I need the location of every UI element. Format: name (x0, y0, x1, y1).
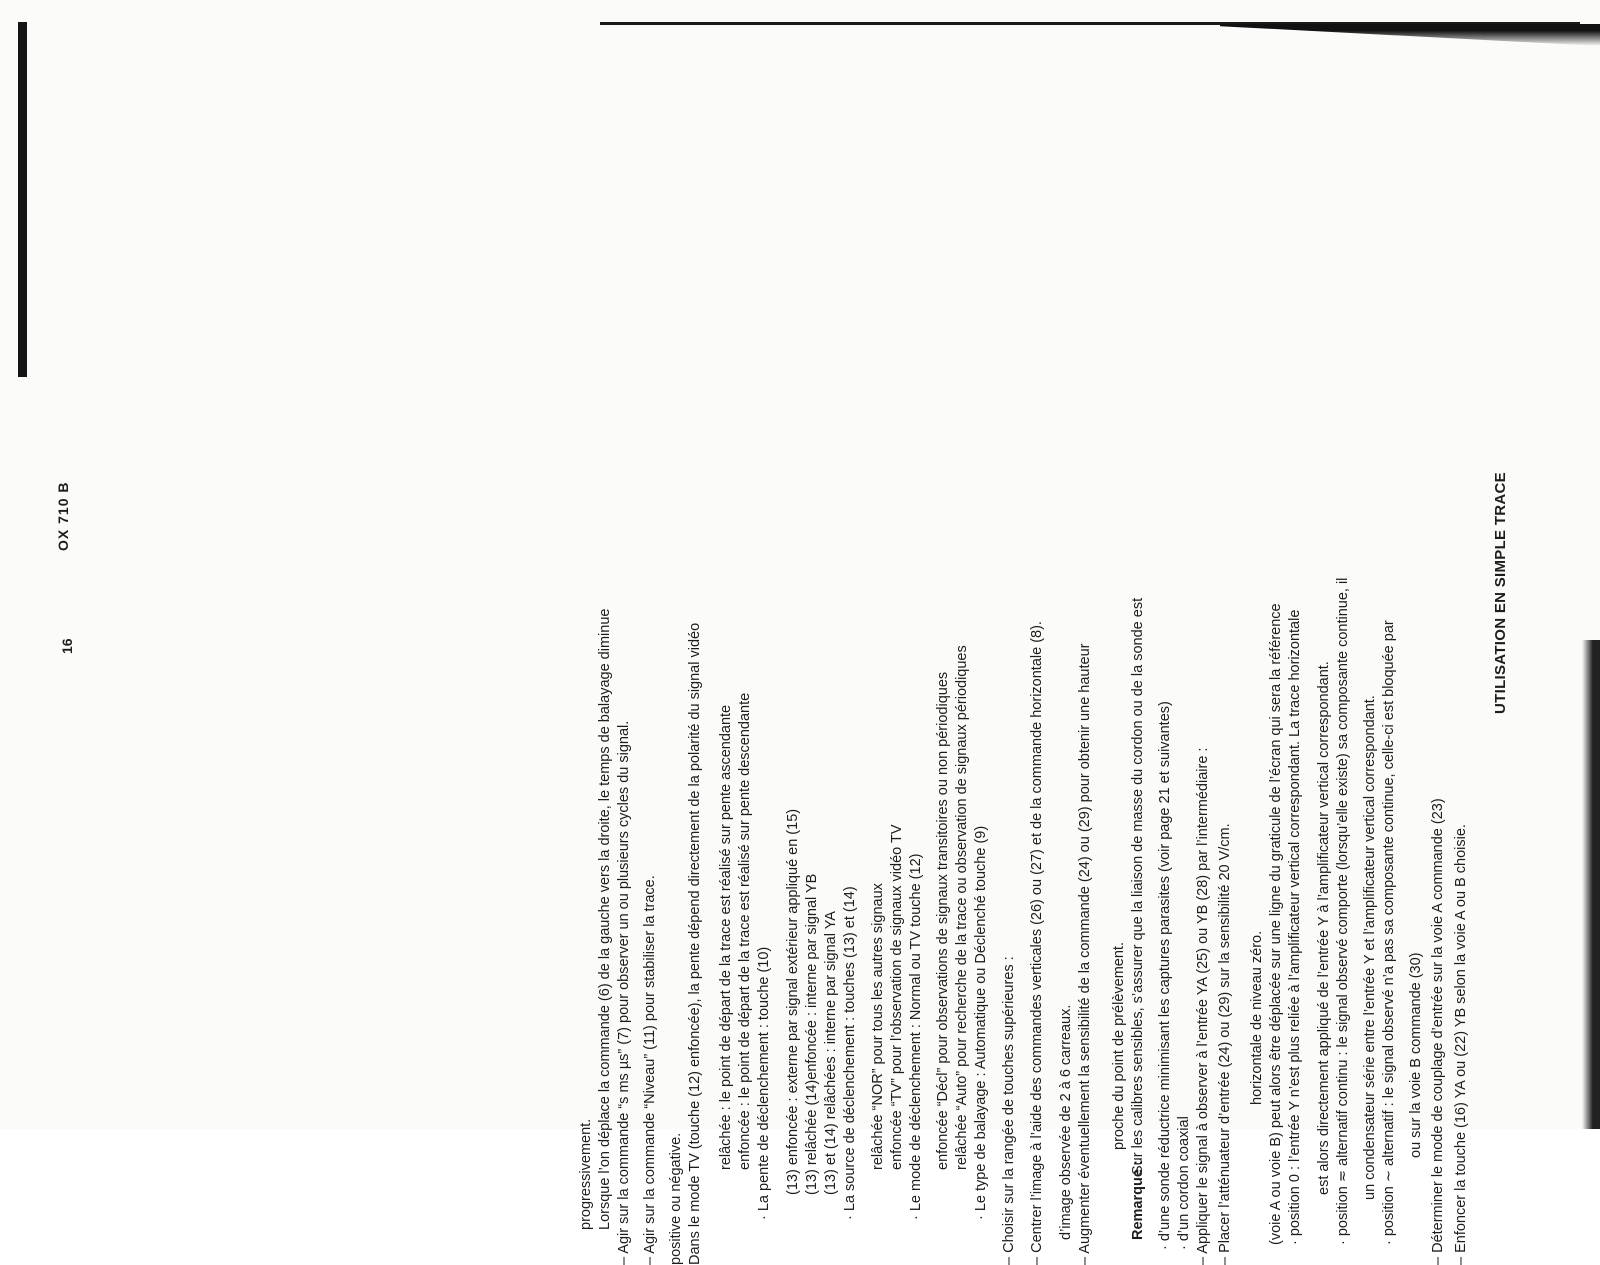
text-line: · Le type de balayage : Automatique ou Déclenché touche (9) (973, 825, 989, 1220)
text-line: (voie A ou voie B) peut alors être déplacée sur une ligne du graticule de l’écran qui sera la référence (1268, 603, 1284, 1245)
text-line: relâchée : le point de départ de la trace est réalisé sur pente ascendante (718, 704, 734, 1170)
text-line: relâchée “NOR” pour tous les autres signaux (870, 883, 886, 1170)
text-line: proche du point de prélèvement. (1111, 942, 1127, 1150)
text-line: horizontale de niveau zéro. (1249, 930, 1265, 1105)
text-line: Lorsque l’on déplace la commande (6) de la gauche vers la droite, le temps de balayage diminue (597, 608, 613, 1230)
text-line: · position ≂ alternatif continu : le signal observé comporte (lorsqu’elle existe) sa composante continue, il (1335, 577, 1351, 1245)
text-line: progressivement. (578, 1118, 594, 1230)
text-line: enfoncée “Décl” pour observations de signaux transitoires ou non périodiques (935, 671, 951, 1170)
text-line: relâchée “Auto” pour recherche de la trace ou observation de signaux périodiques (954, 645, 970, 1170)
text-line: – Centrer l’image à l’aide des commandes verticales (26) ou (27) et de la commande horizontale (8). (1029, 621, 1045, 1265)
text-line: Sur les calibres sensibles, s’assurer que la liaison de masse du cordon ou de la sonde est (1130, 597, 1146, 1175)
text-line: Remarque : (1130, 1160, 1146, 1240)
text-line: · d’un cordon coaxial (1176, 1116, 1192, 1250)
page-number: 16 (59, 638, 75, 654)
text-line: Dans le mode TV (touche (12) enfoncée), la pente dépend directement de la polarité du signal vidéo (687, 622, 703, 1265)
text-line: – Agir sur la commande “s ms µs” (7) pour observer un ou plusieurs cycles du signal. (616, 720, 632, 1265)
text-line: – Augmenter éventuellement la sensibilité de la commande (24) ou (29) pour obtenir une hauteur (1077, 643, 1093, 1265)
text-line: · La pente de déclenchement : touche (10) (756, 946, 772, 1220)
model-id: OX 710 B (55, 481, 71, 551)
text-line: – Enfoncer la touche (16) YA ou (22) YB selon la voie A ou B choisie. (1453, 824, 1469, 1265)
text-line: · Le mode de déclenchement : Normal ou TV touche (12) (908, 853, 924, 1220)
text-line: (13) et (14) relâchées : interne par signal YA (823, 911, 839, 1195)
page-title: UTILISATION EN SIMPLE TRACE (1492, 472, 1509, 714)
text-line: d’image observée de 2 à 6 carreaux. (1058, 1004, 1074, 1240)
text-line: un condensateur série entre l’entrée Y et l’amplificateur vertical correspondant. (1362, 695, 1378, 1200)
text-line: · position 0 : l’entrée Y n’est plus reliée à l’amplificateur vertical correspondant. La trace horizontale (1287, 609, 1303, 1245)
text-line: · La source de déclenchement : touches (13) et (14) (842, 886, 858, 1220)
text-line: enfoncée : le point de départ de la trace est réalisé sur pente descendante (737, 692, 753, 1170)
text-line: · position ∼ alternatif : le signal observé n’a pas sa composante continue, celle-ci est bloquée par (1381, 620, 1397, 1245)
text-line: · d’une sonde réductrice minimisant les captures parasites (voir page 21 et suivantes) (1157, 701, 1173, 1250)
text-line: est alors directement appliqué de l’entrée Y à l’amplificateur vertical correspondant. (1316, 661, 1332, 1195)
text-line: (13) relâchée (14)enfoncée : interne par signal YB (804, 873, 820, 1195)
text-line: – Agir sur la commande “Niveau” (11) pour stabiliser la trace. (642, 875, 658, 1265)
text-line: – Placer l’atténuateur d’entrée (24) ou (29) sur la sensibilité 20 V/cm. (1217, 823, 1233, 1265)
text-line: ou sur la voie B commande (30) (1408, 952, 1424, 1158)
text-line: – Choisir sur la rangée de touches supérieures : (1001, 956, 1017, 1265)
text-line: (13) enfoncée : externe par signal extérieur appliqué en (15) (785, 808, 801, 1195)
text-line: positive ou négative. (668, 1132, 684, 1265)
text-line: enfoncée “TV” pour l’observation de signaux vidéo TV (889, 824, 905, 1170)
text-line: – Déterminer le mode de couplage d’entrée sur la voie A commande (23) (1430, 798, 1446, 1265)
text-line: – Appliquer le signal à observer à l’entrée YA (25) ou YB (28) par l’intermédiaire : (1195, 747, 1211, 1265)
